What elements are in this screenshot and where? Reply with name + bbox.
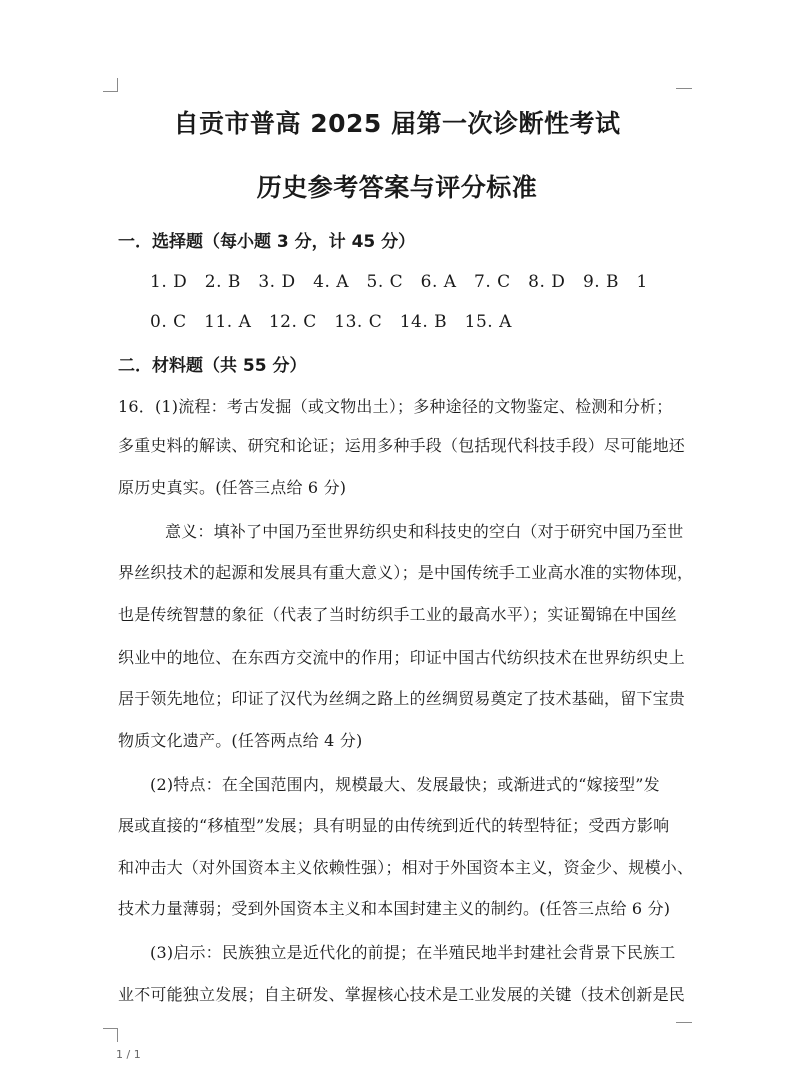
page-number: 1 / 1 [116, 1048, 141, 1061]
body-line: 多重史料的解读、研究和论证；运用多种手段（包括现代科技手段）尽可能地还 [118, 436, 686, 455]
body-line: 和冲击大（对外国资本主义依赖性强）；相对于外国资本主义，资金少、规模小、 [118, 858, 694, 877]
answers-line-2: 0. C 11. A 12. C 13. C 14. B 15. A [150, 312, 512, 332]
body-line: (2)特点：在全国范围内，规模最大、发展最快；或渐进式的“嫁接型”发 [150, 775, 660, 794]
body-line: 技术力量薄弱；受到外国资本主义和本国封建主义的制约。(任答三点给 6 分) [118, 899, 671, 918]
body-line: (3)启示：民族独立是近代化的前提；在半殖民地半封建社会背景下民族工 [150, 943, 676, 962]
body-line: 展或直接的“移植型”发展；具有明显的由传统到近代的转型特征；受西方影响 [118, 816, 670, 835]
body-line: 物质文化遗产。(任答两点给 4 分) [118, 731, 363, 750]
body-line: 原历史真实。(任答三点给 6 分) [118, 478, 347, 497]
body-line: 界丝织技术的起源和发展具有重大意义）；是中国传统手工业高水准的实物体现， [118, 563, 694, 582]
document-subtitle: 历史参考答案与评分标准 [256, 173, 538, 202]
body-line: 16．(1)流程：考古发掘（或文物出土）；多种途径的文物鉴定、检测和分析； [118, 397, 673, 416]
section-2-heading: 二．材料题（共 55 分） [118, 356, 307, 376]
section-1-heading: 一．选择题（每小题 3 分，计 45 分） [118, 232, 416, 252]
answers-line-1: 1. D 2. B 3. D 4. A 5. C 6. A 7. C 8. D 9. B 1 [150, 272, 648, 292]
body-line: 居于领先地位；印证了汉代为丝绸之路上的丝绸贸易奠定了技术基础，留下宝贵 [118, 689, 686, 708]
body-line: 意义：填补了中国乃至世界纺织史和科技史的空白（对于研究中国乃至世 [165, 522, 684, 541]
body-line: 织业中的地位、在东西方交流中的作用；印证中国古代纺织技术在世界纺织史上 [118, 648, 686, 667]
exam-title: 自贡市普高 2025 届第一次诊断性考试 [173, 109, 621, 138]
body-line: 也是传统智慧的象征（代表了当时纺织手工业的最高水平）；实证蜀锦在中国丝 [118, 605, 678, 624]
body-line: 业不可能独立发展；自主研发、掌握核心技术是工业发展的关键（技术创新是民 [118, 985, 686, 1004]
